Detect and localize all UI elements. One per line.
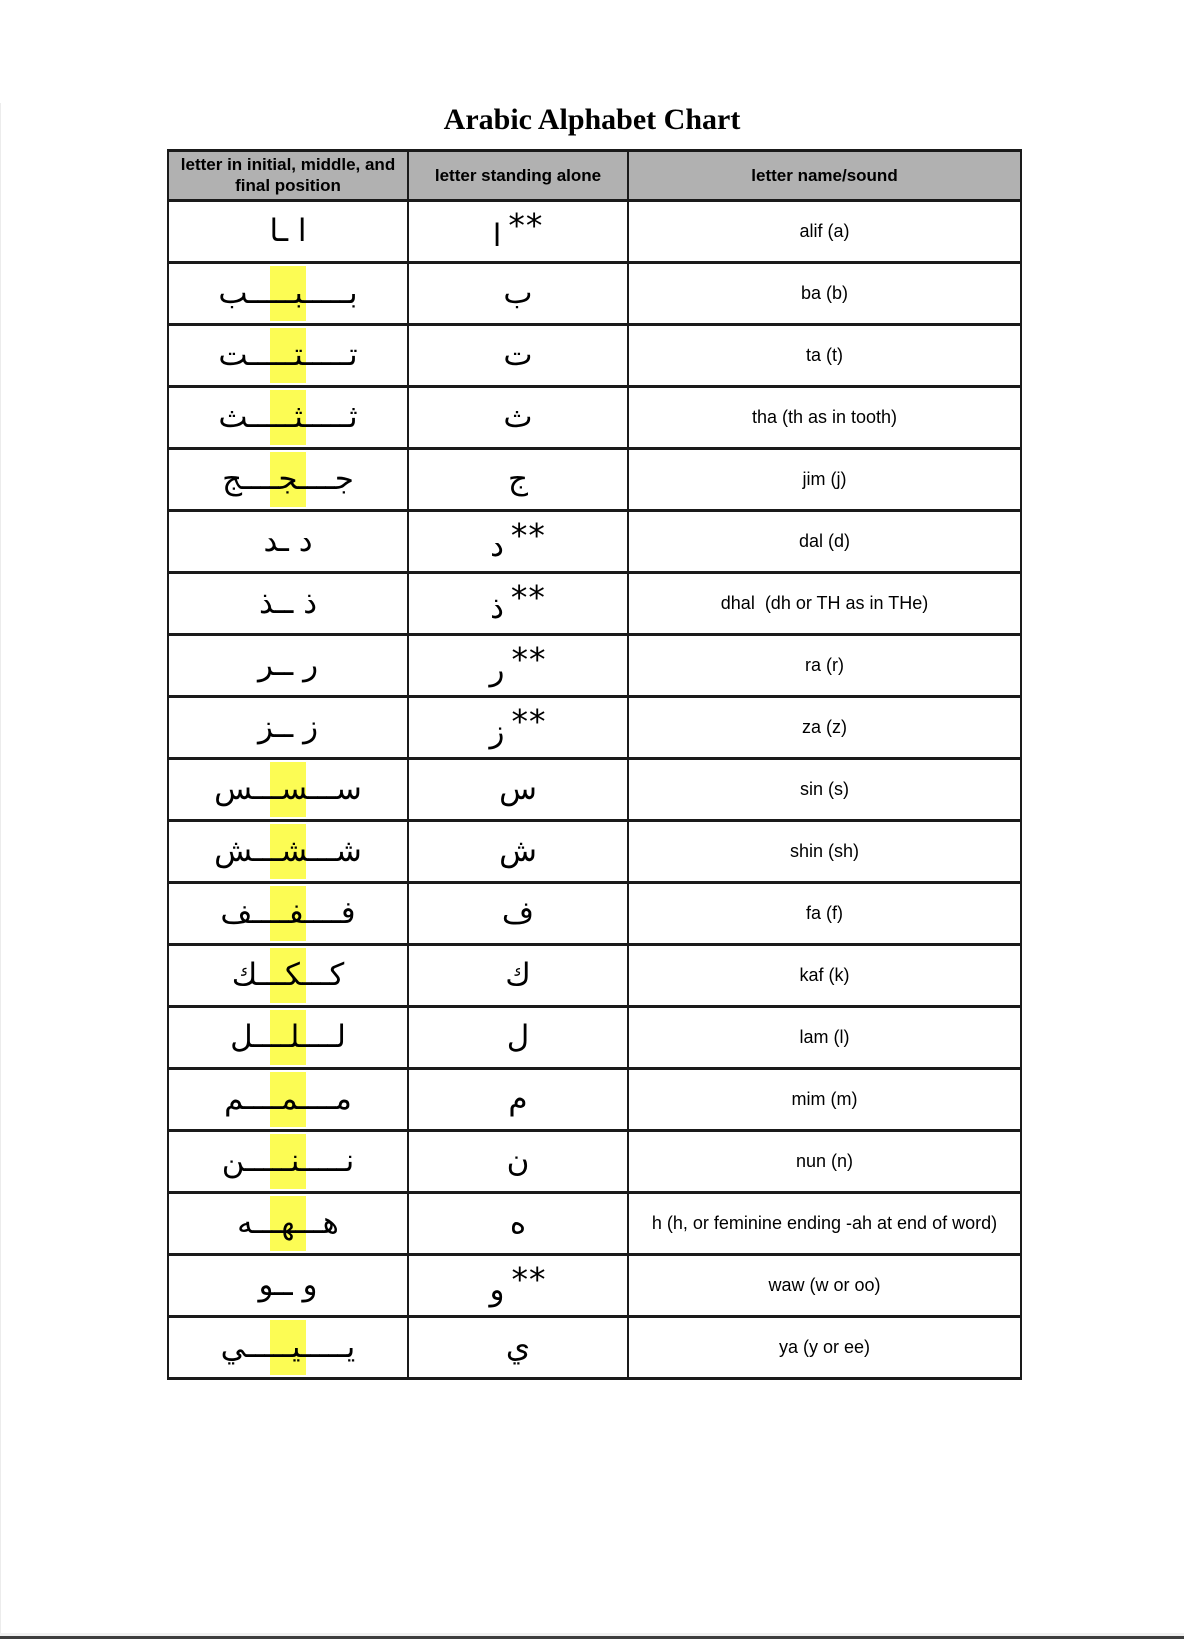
letter-name-text: sin (s)	[800, 778, 849, 799]
cell-letter-forms	[168, 324, 408, 386]
cell-letter-alone	[408, 448, 628, 510]
letter-forms-text: فــــفــــف	[220, 894, 356, 931]
cell-letter-name	[628, 1316, 1021, 1378]
letter-forms-text: كـــكـــك	[231, 956, 345, 993]
letter-alone-text: ه	[509, 1204, 527, 1241]
letter-alone-text: ز	[489, 714, 505, 751]
letter-row	[168, 758, 1021, 820]
letter-row	[168, 944, 1021, 1006]
window-bottom-edge	[0, 1633, 1184, 1639]
letter-row	[168, 696, 1021, 758]
cell-letter-forms	[168, 944, 408, 1006]
cell-letter-alone	[408, 1316, 628, 1378]
cell-letter-alone	[408, 1192, 628, 1254]
cell-letter-name	[628, 820, 1021, 882]
letter-alone-text: و	[489, 1272, 505, 1309]
arabic-alphabet-table	[167, 149, 1022, 1380]
letter-forms-text: جــــجــــج	[222, 460, 354, 497]
letter-alone-text: ن	[506, 1142, 530, 1179]
letter-row	[168, 200, 1021, 262]
letter-name-text: ta (t)	[805, 344, 843, 365]
cell-letter-forms	[168, 572, 408, 634]
cell-letter-name	[628, 758, 1021, 820]
letter-name-text: shin (sh)	[789, 840, 860, 861]
letter-alone-text: ش	[499, 832, 537, 869]
letter-name-text: h (h, or feminine ending -ah at end of word)	[651, 1212, 998, 1233]
letter-name-text: alif (a)	[799, 220, 850, 241]
cell-letter-name	[628, 696, 1021, 758]
cell-letter-forms	[168, 1192, 408, 1254]
cell-letter-name	[628, 634, 1021, 696]
letter-name-text: dhal (dh or TH as in THe)	[720, 592, 929, 613]
letter-row	[168, 324, 1021, 386]
letter-forms-text: نـــــنـــــن	[221, 1142, 355, 1179]
letter-alone-text: ر	[489, 652, 505, 689]
letter-alone-text: ث	[503, 398, 533, 435]
letter-row	[168, 882, 1021, 944]
cell-letter-name	[628, 1130, 1021, 1192]
letter-alone-text: ب	[503, 274, 533, 311]
cell-letter-alone	[408, 572, 628, 634]
cell-letter-alone	[408, 944, 628, 1006]
letter-alone-text: ل	[506, 1018, 530, 1055]
non-connector-asterisks: **	[510, 516, 546, 556]
letter-forms-text: و ــو	[258, 1266, 318, 1303]
cell-letter-forms	[168, 1316, 408, 1378]
letter-forms-text: مــــمــــم	[224, 1080, 352, 1117]
letter-name-text: ba (b)	[800, 282, 849, 303]
cell-letter-alone	[408, 1068, 628, 1130]
non-connector-asterisks: **	[511, 1260, 547, 1300]
letter-alone-text: ج	[507, 460, 528, 497]
cell-letter-name	[628, 1254, 1021, 1316]
cell-letter-forms	[168, 200, 408, 262]
letter-row	[168, 1192, 1021, 1254]
cell-letter-forms	[168, 1130, 408, 1192]
cell-letter-forms	[168, 1006, 408, 1068]
cell-letter-name	[628, 200, 1021, 262]
cell-letter-forms	[168, 820, 408, 882]
letter-row	[168, 634, 1021, 696]
letter-alone-text: د	[490, 528, 504, 565]
header-letter-name-sound: letter name/sound	[628, 151, 1021, 201]
letter-forms-text: د ـد	[263, 522, 313, 559]
letter-alone-text: م	[508, 1080, 528, 1117]
cell-letter-forms	[168, 386, 408, 448]
header-letter-alone: letter standing alone	[408, 151, 628, 201]
letter-name-text: ya (y or ee)	[778, 1336, 871, 1357]
letter-row	[168, 510, 1021, 572]
cell-letter-alone	[408, 758, 628, 820]
letter-forms-text: يـــــيـــــي	[220, 1328, 356, 1365]
page-title: Arabic Alphabet Chart	[443, 103, 741, 136]
letter-alone-text: ا	[492, 218, 502, 255]
letter-alone-text: ذ	[490, 590, 504, 627]
cell-letter-forms	[168, 262, 408, 324]
cell-letter-alone	[408, 1130, 628, 1192]
letter-alone-text: ك	[505, 956, 531, 993]
letter-forms-text: شـــشـــش	[214, 832, 362, 869]
cell-letter-forms	[168, 634, 408, 696]
cell-letter-forms	[168, 1254, 408, 1316]
letter-name-text: jim (j)	[802, 468, 847, 489]
cell-letter-name	[628, 1192, 1021, 1254]
cell-letter-alone	[408, 1006, 628, 1068]
letter-row	[168, 572, 1021, 634]
letter-alone-text: ي	[505, 1328, 531, 1365]
letter-row	[168, 1254, 1021, 1316]
letter-forms-text: ا ـا	[269, 212, 307, 249]
cell-letter-forms	[168, 1068, 408, 1130]
letter-name-text: kaf (k)	[799, 964, 850, 985]
letter-row	[168, 1316, 1021, 1378]
letter-forms-text: ثـــــثـــــث	[218, 398, 358, 435]
non-connector-asterisks: **	[511, 640, 547, 680]
cell-letter-alone	[408, 386, 628, 448]
cell-letter-alone	[408, 696, 628, 758]
letter-name-text: mim (m)	[791, 1088, 858, 1109]
cell-letter-forms	[168, 882, 408, 944]
cell-letter-alone	[408, 200, 628, 262]
cell-letter-name	[628, 324, 1021, 386]
cell-letter-alone	[408, 324, 628, 386]
cell-letter-name	[628, 1068, 1021, 1130]
cell-letter-name	[628, 1006, 1021, 1068]
letter-name-text: ra (r)	[805, 654, 844, 675]
non-connector-asterisks: **	[511, 702, 547, 742]
letter-alone-text: ف	[501, 894, 535, 931]
cell-letter-forms	[168, 448, 408, 510]
letter-alone-text: ت	[503, 336, 533, 373]
cell-letter-alone	[408, 882, 628, 944]
cell-letter-alone	[408, 262, 628, 324]
table-header	[168, 151, 1021, 201]
cell-letter-name	[628, 944, 1021, 1006]
cell-letter-name	[628, 572, 1021, 634]
cell-letter-name	[628, 448, 1021, 510]
cell-letter-forms	[168, 510, 408, 572]
cell-letter-forms	[168, 758, 408, 820]
letter-name-text: nun (n)	[795, 1150, 854, 1171]
letter-row	[168, 1006, 1021, 1068]
cell-letter-name	[628, 262, 1021, 324]
cell-letter-alone	[408, 820, 628, 882]
letter-name-text: dal (d)	[798, 530, 851, 551]
letter-name-text: za (z)	[802, 716, 847, 737]
header-letter-positions: letter in initial, middle, and final position	[168, 151, 408, 201]
letter-name-text: waw (w or oo)	[768, 1274, 881, 1295]
letter-name-text: tha (th as in tooth)	[751, 406, 898, 427]
letter-forms-text: ذ ــذ	[258, 584, 318, 621]
letter-name-text: fa (f)	[805, 902, 843, 923]
cell-letter-name	[628, 510, 1021, 572]
letter-forms-text: بـــــبـــــب	[218, 274, 358, 311]
table-body	[168, 200, 1021, 1378]
non-connector-asterisks: **	[508, 206, 544, 246]
document-page	[0, 103, 1184, 1380]
letter-name-text: lam (l)	[799, 1026, 850, 1047]
letter-row	[168, 1130, 1021, 1192]
cell-letter-alone	[408, 1254, 628, 1316]
cell-letter-name	[628, 882, 1021, 944]
cell-letter-alone	[408, 634, 628, 696]
letter-alone-text: س	[499, 770, 537, 807]
non-connector-asterisks: **	[510, 578, 546, 618]
letter-row	[168, 448, 1021, 510]
letter-forms-text: تـــــتـــــت	[218, 336, 358, 373]
letter-row	[168, 1068, 1021, 1130]
letter-forms-text: ســـســـس	[214, 770, 362, 807]
cell-letter-alone	[408, 510, 628, 572]
letter-forms-text: لــــلــــل	[230, 1018, 346, 1055]
letter-forms-text: ز ــز	[257, 708, 319, 745]
letter-forms-text: ر ــر	[257, 646, 319, 683]
letter-row	[168, 386, 1021, 448]
cell-letter-name	[628, 386, 1021, 448]
table-header-row	[168, 151, 1021, 201]
letter-row	[168, 820, 1021, 882]
letter-forms-text: هـــهـــه	[237, 1204, 339, 1241]
page-left-edge	[0, 103, 1, 1639]
cell-letter-forms	[168, 696, 408, 758]
letter-row	[168, 262, 1021, 324]
